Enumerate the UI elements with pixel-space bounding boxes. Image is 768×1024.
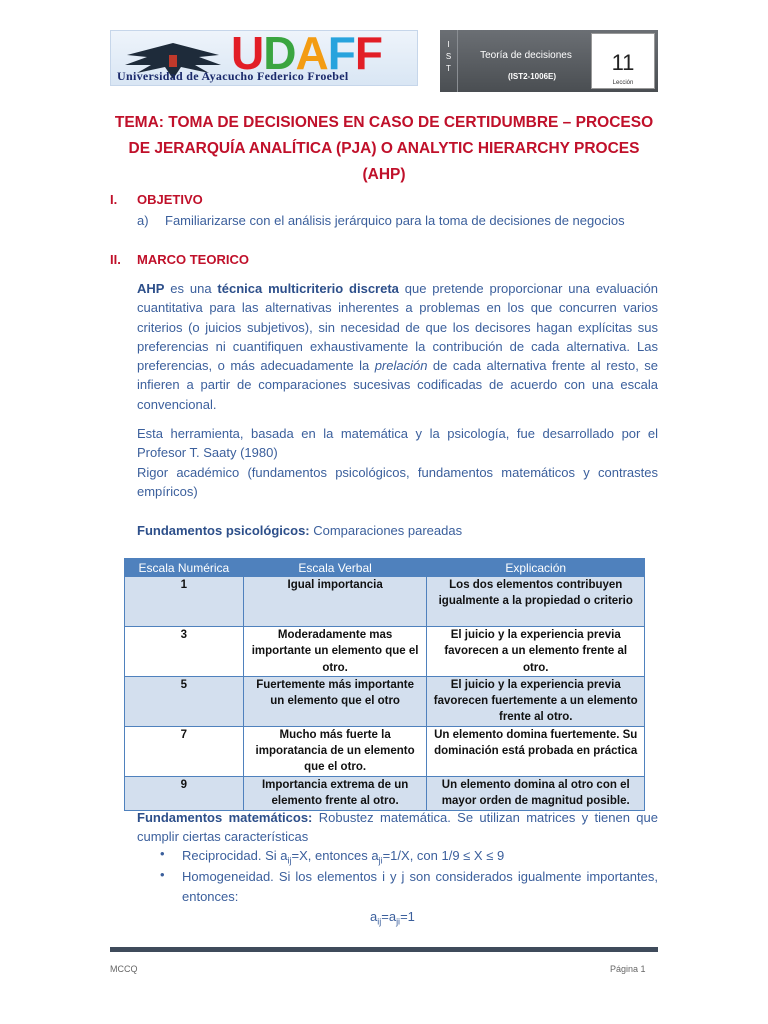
table-cell: 3 (125, 627, 244, 677)
psych-foundations: Fundamentos psicológicos: Comparaciones pareadas (137, 523, 463, 538)
math-foundations: Fundamentos matemáticos: Robustez matemática. Se utilizan matrices y tienen que cumplir ciertas características (137, 810, 658, 845)
table-cell: Los dos elementos contribuyen igualmente a la propiedad o criterio (427, 577, 645, 627)
table-header: Escala Verbal (243, 559, 427, 577)
course-code: (IST2-1006E) (508, 72, 557, 81)
lesson-label: Lección (612, 80, 634, 86)
university-name: Universidad de Ayacucho Federico Froebel (117, 69, 349, 83)
udaff-logo-text: UDAFF (231, 27, 382, 79)
section1-item-text: Familiarizarse con el análisis jerárquico para la toma de decisiones de negocios (165, 213, 625, 228)
table-cell: Fuertemente más importante un elemento que el otro (243, 676, 427, 726)
table-cell: Importancia extrema de un elemento frente al otro. (243, 776, 427, 810)
homogeneity-item: Homogeneidad. Si los elementos i y j son considerados igualmente importantes, entonces: (182, 869, 658, 904)
table-row (125, 676, 645, 726)
table-cell: Moderadamente mas importante un elemento que el otro. (243, 627, 427, 677)
table-header: Explicación (427, 559, 645, 577)
lesson-box (591, 33, 655, 89)
reciprocity-item: Reciprocidad. Si $a_{ij}=X$, entonces $a_{ji}=1/X$, con 1/9 ≤ X ≤ 9 (182, 848, 505, 866)
homogeneity-equation: $a_{ij}=a_{ji}=1$ (370, 909, 415, 927)
page-title: TEMA: TOMA DE DECISIONES EN CASO DE CERTIDUMBRE – PROCESO DE JERARQUÍA ANALÍTICA (PJA) O ANALYTIC HIERARCHY PROCES (AHP) (114, 114, 654, 183)
section2-numeral: II. (110, 252, 121, 267)
course-name: Teoría de decisiones (480, 50, 572, 61)
table-row (125, 627, 645, 677)
table-cell: Un elemento domina al otro con el mayor orden de magnitud posible. (427, 776, 645, 810)
section1-item-marker: a) (137, 213, 149, 228)
table-header-row (125, 559, 645, 577)
university-logo (110, 27, 418, 86)
ist-label: I S T (440, 30, 458, 92)
course-header-box (440, 30, 658, 92)
ahp-paragraph: AHP es una técnica multicriterio discreta que pretende proporcionar una evaluación cuantitativa para las alternativas inherentes a problemas en los que concurren varios criterios (o juicios subjetivos), sin necesidad de que los decisores hagan explícitas sus preferencias ni cuantifiquen exhaustivamente la contribución de cada alternativa. Las preferencias, o más adecuadamente la prelación de cada alternativa frente al resto, se infieren a partir de comparaciones sucesivas codificadas de acuerdo con una escala convencional. (137, 281, 659, 412)
footer-divider (110, 947, 658, 952)
table-header: Escala Numérica (125, 559, 244, 577)
rigor-paragraph: Rigor académico (fundamentos psicológicos, fundamentos matemáticos y contrastes empíricos) (137, 465, 658, 500)
saaty-scale-table (124, 558, 645, 811)
table-cell: Igual importancia (243, 577, 427, 627)
section1-heading: OBJETIVO (137, 192, 203, 207)
table-cell: 5 (125, 676, 244, 726)
table-cell: El juicio y la experiencia previa favorecen a un elemento frente al otro. (427, 627, 645, 677)
table-cell: 1 (125, 577, 244, 627)
table-row (125, 776, 645, 810)
bullet-icon: • (160, 867, 165, 882)
lesson-number: 11 (611, 50, 635, 75)
footer-left: MCCQ (110, 964, 138, 974)
section1-numeral: I. (110, 192, 118, 207)
table-cell: Mucho más fuerte la imporatancia de un elemento que el otro. (243, 726, 427, 776)
table-cell: El juicio y la experiencia previa favorecen fuertemente a un elemento frente al otro. (427, 676, 645, 726)
saaty-paragraph: Esta herramienta, basada en la matemática y la psicología, fue desarrollado por el Profesor T. Saaty (1980) (137, 426, 658, 461)
page-number: Página 1 (610, 964, 646, 974)
table-row (125, 726, 645, 776)
table-row (125, 577, 645, 627)
table-cell: 7 (125, 726, 244, 776)
bullet-icon: • (160, 846, 165, 861)
table-cell: 9 (125, 776, 244, 810)
section2-heading: MARCO TEORICO (137, 252, 249, 267)
table-cell: Un elemento domina fuertemente. Su dominación está probada en práctica (427, 726, 645, 776)
